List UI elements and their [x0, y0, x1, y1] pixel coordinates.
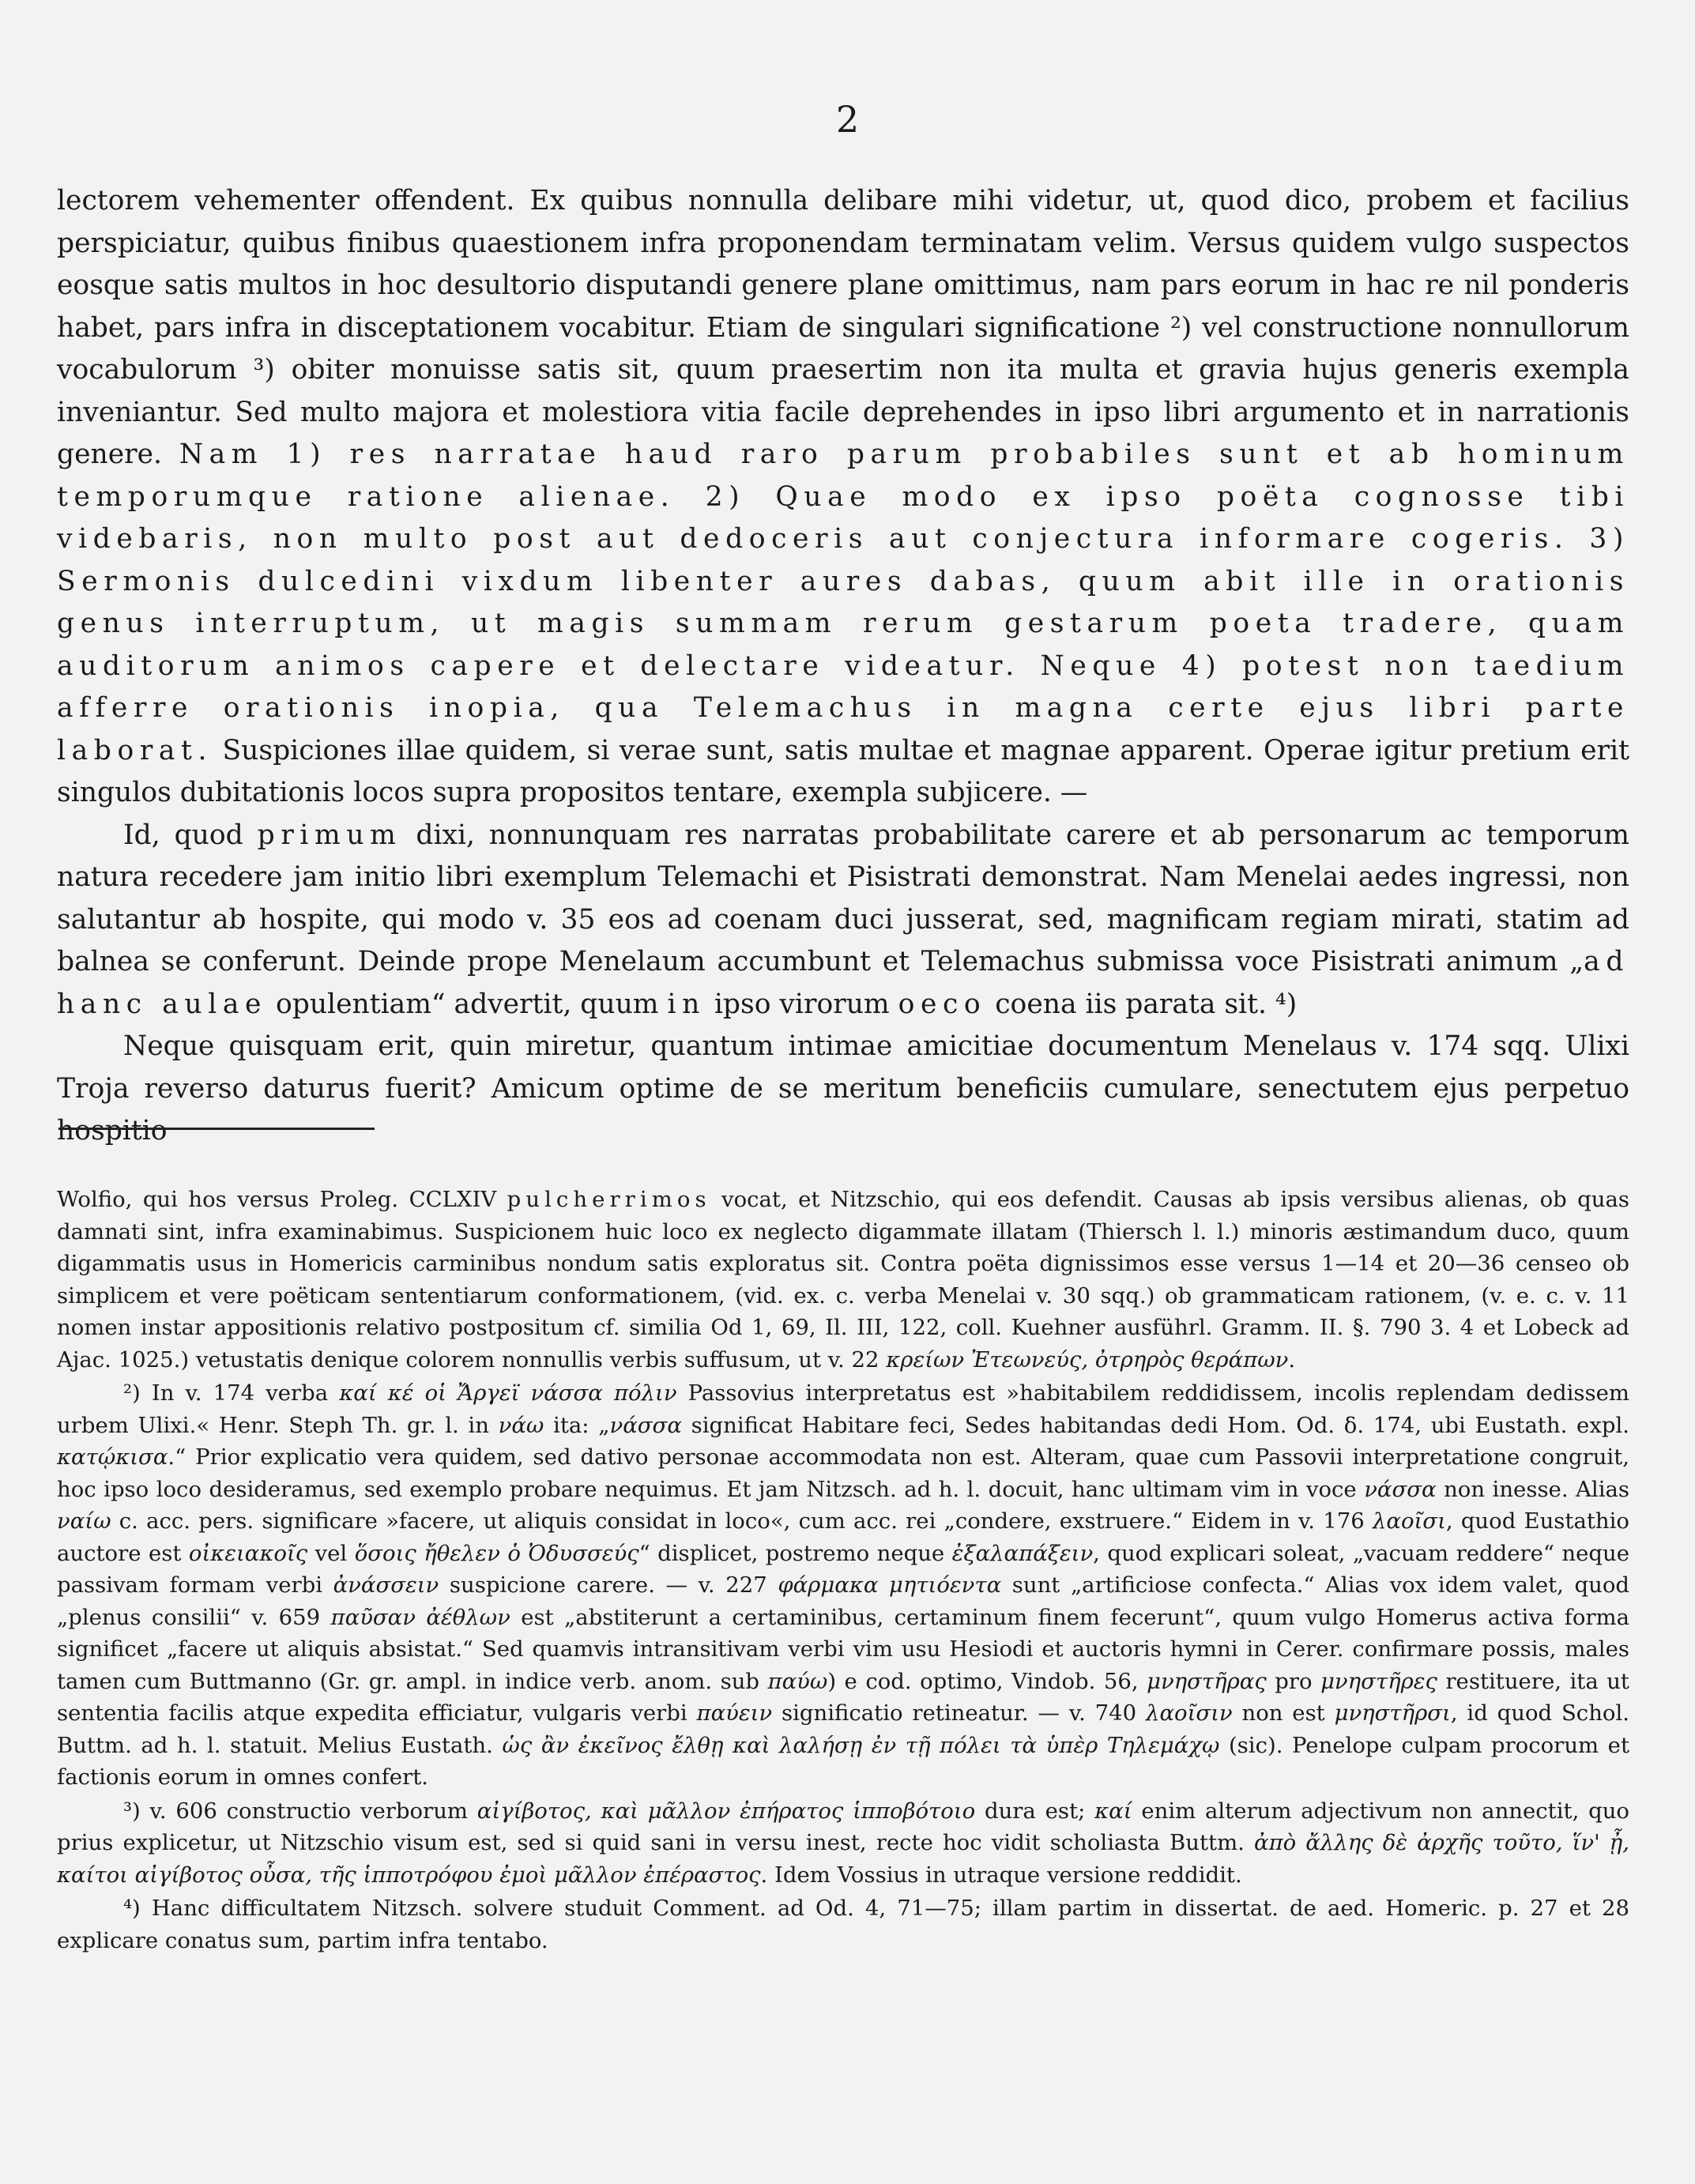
text-run: .“ Prior explicatio vera quidem, sed dativo personae accommodata non est. Alteram, quae cum Passovii interpretatione congruit, hoc ipso loco desideramus, sed exemplo probare nequimus. Et jam Nitzsch. ad h. l. docuit, hanc ultimam vim in voce — [57, 1444, 1629, 1502]
text-run: ) e cod. optimo, Vindob. 56, — [827, 1668, 1147, 1694]
body-paragraph — [57, 815, 1629, 1026]
greek-text: ἐξαλαπάξειν — [951, 1540, 1094, 1566]
text-run: . Idem Vossius in utraque versione reddidit. — [760, 1862, 1242, 1888]
text-run: est „abstiterunt a certaminibus, certaminum finem fecerunt“, quum vulgo Homerus activa forma significet „facere ut aliquis absistat.“ Sed quamvis intransitivam verbi vim usu Hesiodi et auctoris hymni in Cerer. confirmare possis, males tamen cum Buttmanno (Gr. gr. ampl. in indice verb. anom. sub — [57, 1604, 1629, 1694]
greek-text: καί κέ οἱ Ἄργεϊ νάσσα πόλιν — [339, 1380, 677, 1406]
text-run: non inesse. Alias — [1436, 1476, 1630, 1502]
text-run: dura est; — [975, 1798, 1095, 1824]
text-run: vel — [307, 1540, 355, 1566]
spaced-emphasis-text: oeco — [898, 988, 987, 1020]
body-paragraph — [57, 180, 1629, 815]
spaced-emphasis-text: ad hanc aulae — [57, 946, 1629, 1020]
text-run: vocat, et Nitzschio, qui eos defendit. Causas ab ipsis versibus alienas, ob quas damnati sint, infra examinabimus. Suspicionem huic loco ex neglecto digammate illatam (Thiersch l. l.) minoris æstimandum duco, quum digammatis usus in Homericis carminibus nondum satis exploratus sit. Contra poëta dignissimos esse versus 1—14 et 20—36 censeo ob simplicem et vere poëticam sententiarum conformationem, (vid. ex. c. verba Menelai v. 30 sqq.) ob grammaticam rationem, (v. e. c. v. 11 nomen instar appositionis relativo postpositum cf. similia Od 1, 69, Il. III, 122, coll. Kuehner ausführl. Gramm. II. §. 790 3. 4 et Lobeck ad Ajac. 1025.) vetustatis denique colorem nonnullis verbis suffusum, ut v. 22 — [57, 1187, 1629, 1373]
greek-text: αἰγίβοτος, καὶ μᾶλλον ἐπήρατος ἱπποβότοιο — [476, 1798, 976, 1824]
text-run: significat Habitare feci, Sedes habitandas dedi Hom. Od. δ. 174, ubi Eustath. expl. — [681, 1412, 1629, 1438]
text-run: ²) In v. 174 verba — [123, 1380, 340, 1406]
text-run: sunt „artificiose confecta.“ Alias vox idem valet, quod „plenus consilii“ v. 659 — [57, 1572, 1629, 1630]
greek-text: κρείων Ἐτεωνεύς, ὀτρηρὸς θεράπων — [886, 1346, 1289, 1373]
text-run: c. acc. pers. significare »facere, ut aliquis considat in loco«, cum acc. rei „condere, exstruere.“ Eidem in v. 176 — [111, 1508, 1373, 1534]
greek-text: μνηστῆρας — [1147, 1668, 1267, 1694]
greek-text: νάσσα — [609, 1412, 682, 1438]
text-run: ⁴) Hanc difficultatem Nitzsch. solvere studuit Comment. ad Od. 4, 71—75; illam partim in dissertat. de aed. Homeric. p. 27 et 28 explicare conatus sum, partim infra tentabo. — [57, 1896, 1629, 1953]
greek-text: καί — [1094, 1798, 1132, 1824]
text-run: Id, quod — [123, 819, 258, 851]
text-run: restituere, ita ut sententia facilis atque expedita efficiatur, vulgaris verbi — [57, 1668, 1629, 1726]
text-run: opulentiam“ advertit, quum — [267, 988, 668, 1020]
text-run: , quod explicari soleat, „vacuam reddere“ neque passivam formam verbi — [57, 1540, 1629, 1598]
greek-text: νάσσα — [1364, 1476, 1437, 1502]
footnote — [57, 1795, 1629, 1892]
footnote-separator-rule — [58, 1128, 375, 1130]
text-run: ita: „ — [544, 1412, 610, 1438]
greek-text: ὡς ἂν ἐκεῖνος ἔλθῃ καὶ λαλήσῃ ἐν τῇ πόλει τὰ ὑπὲρ Τηλεμάχῳ — [502, 1732, 1220, 1758]
text-run: (sic). Penelope culpam procorum et factionis eorum in omnes confert. — [57, 1732, 1629, 1790]
greek-text: λαοῖσι — [1372, 1508, 1446, 1534]
text-run: suspicione carere. — v. 227 — [439, 1572, 778, 1598]
footnote — [57, 1184, 1629, 1376]
greek-text: οἰκειακοῖς — [188, 1540, 308, 1566]
footnotes — [57, 1184, 1629, 1958]
text-run: Passovius interpretatus est »habitabilem reddidissem, incolis replendam dedissem urbem Ulixi.« Henr. Steph Th. gr. l. in — [57, 1380, 1630, 1438]
greek-text: παύειν — [696, 1700, 773, 1726]
greek-text: ἀπὸ ἄλλης δὲ ἀρχῆς τοῦτο, ἵν' ᾖ, καίτοι αἰγίβοτος οὖσα, τῆς ἱπποτρόφου ἐμοὶ μᾶλλον ἐπέραστος — [57, 1830, 1629, 1888]
text-run: pro — [1266, 1668, 1321, 1694]
greek-text: φάρμακα μητιόεντα — [778, 1572, 1002, 1598]
text-run: coena iis parata sit. ⁴) — [986, 988, 1298, 1020]
spaced-emphasis-text: pulcherrimos — [507, 1187, 711, 1212]
greek-text: μνηστῆρσι — [1334, 1700, 1451, 1726]
greek-text: ὅσοις ἤθελεν ὁ Ὀδυσσεύς — [354, 1540, 639, 1566]
text-run: , id quod Schol. Buttm. ad h. l. statuit. Melius Eustath. — [57, 1700, 1629, 1758]
text-run: . — [1288, 1346, 1296, 1373]
greek-text: λαοῖσιν — [1146, 1700, 1233, 1726]
spaced-emphasis-text: in — [667, 988, 706, 1020]
greek-text: μνηστῆρες — [1320, 1668, 1437, 1694]
text-run: enim alterum adjectivum non annectit, quo prius explicetur, ut Nitzschio visum est, sed si quid sani in versu inest, recte hoc vidit scholiasta Buttm. — [57, 1798, 1629, 1855]
text-run: dixi, nonnunquam res narratas probabilitate carere et ab personarum ac temporum natura recedere jam initio libri exemplum Telemachi et Pisistrati demonstrat. Nam Menelai aedes ingressi, non salutantur ab hospite, qui modo v. 35 eos ad coenam duci jusserat, sed, magnificam regiam mirati, statim ad balnea se conferunt. Deinde prope Menelaum accumbunt et Telemachus submissa voce Pisistrati animum „ — [57, 819, 1629, 977]
body-paragraph — [57, 1026, 1629, 1153]
spaced-emphasis-text: Nam 1) res narratae haud raro parum probabiles sunt et ab hominum temporumque ratione alienae. 2) Quae modo ex ipso poëta cognosse tibi videbaris, non multo post aut dedoceris aut conjectura informare cogeris. 3) Sermonis dulcedini vixdum libenter aures dabas, quum abit ille in orationis genus interruptum, ut magis summam rerum gestarum poeta tradere, quam auditorum animos capere et delectare videatur. Neque 4) potest non taedium afferre orationis inopia, qua Telemachus in magna certe ejus libri parte laborat. — [57, 439, 1629, 766]
greek-text: παύω — [767, 1668, 828, 1694]
text-run: “ displicet, postremo neque — [638, 1540, 952, 1566]
text-run: , quod Eustathio auctore est — [57, 1508, 1629, 1566]
greek-text: νάω — [498, 1412, 544, 1438]
text-run: Neque quisquam erit, quin miretur, quantum intimae amicitiae documentum Menelaus v. 174 sqq. Ulixi Troja reverso daturus fuerit? Amicum optime de se meritum beneficiis cumulare, senectutem ejus perpetuo hospitio — [57, 1030, 1629, 1147]
page-number: 2 — [835, 98, 860, 141]
text-run: significatio retineatur. — v. 740 — [772, 1700, 1147, 1726]
footnote — [57, 1892, 1629, 1956]
greek-text: ἀνάσσειν — [333, 1572, 439, 1598]
text-run: Wolfio, qui hos versus Proleg. CCLXIV — [57, 1187, 507, 1212]
footnote — [57, 1377, 1629, 1794]
text-run: non est — [1232, 1700, 1335, 1726]
text-run: ipso virorum — [705, 988, 898, 1020]
text-run: Suspiciones illae quidem, si verae sunt, satis multae et magnae apparent. Operae igitur pretium erit singulos dubitationis locos supra propositos tentare, exempla subjicere. — — [57, 734, 1629, 808]
main-text — [57, 180, 1629, 1153]
spaced-emphasis-text: primum — [257, 819, 402, 851]
text-run: ³) v. 606 constructio verborum — [123, 1798, 477, 1824]
greek-text: κατῴκισα — [57, 1444, 168, 1470]
greek-text: ναίω — [57, 1508, 111, 1534]
text-run: lectorem vehementer offendent. Ex quibus nonnulla delibare mihi videtur, ut, quod dico, probem et facilius perspiciatur, quibus finibus quaestionem infra proponendam terminatam velim. Versus quidem vulgo suspectos eosque satis multos in hoc desultorio disputandi genere plane omittimus, nam pars eorum in hac re nil ponderis habet, pars infra in disceptationem vocabitur. Etiam de singulari significatione ²) vel constructione nonnullorum vocabulorum ³) obiter monuisse satis sit, quum praesertim non ita multa et gravia hujus generis exempla inveniantur. Sed multo majora et molestiora vitia facile deprehendes in ipso libri argumento et in narrationis genere. — [57, 185, 1629, 470]
greek-text: παῦσαν ἀέθλων — [330, 1604, 510, 1630]
